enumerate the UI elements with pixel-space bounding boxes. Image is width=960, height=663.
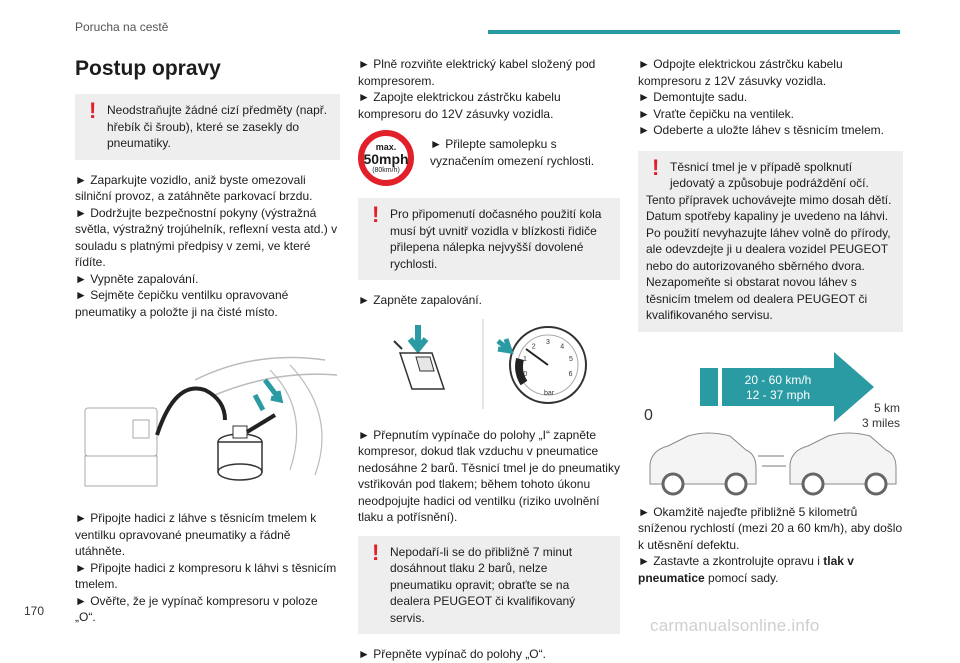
step-text: ► Demontujte sadu. [638,90,748,104]
sign-speed-label: 50mph [363,150,409,167]
compressor-kit-illustration [75,340,340,500]
step-text: ► Sejměte čepičku ventilku opravované pneumatiky a položte ji na čisté místo. [75,288,289,319]
gauge-unit-label: bar [544,389,555,397]
warning-exclamation-icon: ! [372,539,380,565]
warning-text: Tento přípravek uchovávejte mimo dosah dětí. [646,192,892,207]
step-text: ► Přepnutím vypínače do polohy „I“ zapněte kompresor, dokud tlak vzduchu v pneumatice nedosáhne 2 barů. Těsnicí tmel je do pneumatiky vstřikován pod tlakem; během tohoto úkonu neodpojujte hadici od ventilku (riziko uvolnění tlaku a potřísnění). [358,427,620,524]
step-text: ► Připojte hadici z láhve s těsnicím tmelem k ventilku opravované pneumatiky a řádně utáhněte. [75,511,317,558]
step-text: ► Přepněte vypínač do polohy „O“. [358,647,546,661]
step-text: ► Vypněte zapalování. [75,271,199,286]
step-text: ► Zapněte zapalování. [358,293,482,307]
sticker-instruction: ► Přilepte samolepku s vyznačením omezení rychlosti. [430,137,595,168]
speed-mph-label: 12 - 37 mph [745,387,811,402]
column-2 [358,56,620,663]
step-text: ► Odpojte elektrickou zástrčku kabelu kompresoru z 12V zásuvky vozidla. [638,57,843,88]
section-title: Postup opravy [75,57,221,80]
gauge-tick-label: 6 [568,370,573,378]
header-section-title: Porucha na cestě [75,20,169,34]
step-text: ► Zaparkujte vozidlo, aniž byste omezovali silniční provoz, a zatáhněte parkovací brzdu. [75,172,313,203]
warning-box-sealant [638,151,903,332]
column-1 [75,56,340,626]
gauge-tick-label: 2 [531,343,536,351]
step-text: ► Zapojte elektrickou zástrčku kabelu kompresoru do 12V zásuvky vozidla. [358,90,561,121]
warning-text: Nepodaří-li se do přibližně 7 minut dosáhnout tlaku 2 barů, nelze pneumatiku opravit; obraťte se na dealera PEUGEOT či kvalifikovaný servis. [390,544,576,625]
warning-box-foreign-objects [75,94,340,160]
distance-km-label: 5 km [873,400,900,415]
warning-exclamation-icon: ! [372,202,380,227]
warning-box-speed-sticker [358,198,620,280]
warning-text: Nezapomeňte si obstarat novou láhev s těsnicím tmelem od dealera PEUGEOT či kvalifikovaného servisu. [646,275,868,322]
check-bold: tlak v pneumatice [638,554,854,585]
warning-exclamation-icon: ! [652,154,660,180]
switch-and-gauge-illustration [358,319,620,409]
step-text: ► Odeberte a uložte láhev s těsnicím tmelem. [638,123,884,137]
drive-illustration-svg [638,346,903,496]
distance-miles-label: 3 miles [861,415,900,430]
warning-text: Datum spotřeby kapaliny je uvedeno na láhvi. Po použití nevyhazujte láhev volně do přírody, ale odevzdejte ji u dealera vozidel PEUGEOT nebo do autorizovaného sběrného dvora. [646,209,891,273]
gauge-tick-label: 3 [546,338,550,346]
warning-box-pressure [358,536,620,635]
gauge-tick-label: 1 [523,355,527,363]
distance-zero-label: 0 [644,406,653,424]
step-text: ► Okamžitě najeďte přibližně 5 kilometrů sníženou rychlostí (mezi 20 a 60 km/h), aby došlo k utěsnění defektu. [638,504,903,552]
speed-sticker-row [358,130,620,186]
check-suffix: pomocí sady. [704,570,779,585]
speed-kmh-label: 20 - 60 km/h [744,372,812,387]
sign-max-label: max. [375,141,397,152]
warning-text: Pro připomenutí dočasného použití kola musí být uvnitř vozidla v blízkosti řidiče přilepena nálepka nejvyšší dovolené rychlosti. [390,207,602,271]
warning-text: Těsnicí tmel je v případě spolknutí jedovatý a způsobuje podráždění očí. [670,159,869,190]
check-prefix: ► Zastavte a zkontrolujte opravu i [638,554,824,568]
compressor-illustration-svg [75,340,340,500]
step-text: ► Ověřte, že je vypínač kompresoru v poloze „O“. [75,593,318,624]
gauge-tick-label: 4 [560,343,565,351]
column-3 [638,56,903,586]
gauge-tick-label: 0 [523,370,528,378]
page-number: 170 [24,604,45,618]
gauge-illustration-svg [358,319,620,409]
speed-limit-sticker-icon [358,130,414,186]
step-text: ► Vraťte čepičku na ventilek. [638,106,795,121]
warning-text: Neodstraňujte žádné cizí předměty (např. hřebík či šroub), které se zasekly do pneumatiky. [107,103,328,150]
drive-speed-illustration [638,346,903,496]
step-text: ► Plně rozviňte elektrický kabel složený pod kompresorem. [358,57,596,88]
watermark: carmanualsonline.info [650,616,820,635]
gauge-tick-label: 5 [569,355,573,363]
warning-exclamation-icon: ! [89,98,97,123]
step-text: ► Dodržujte bezpečnostní pokyny (výstražná světla, výstražný trojúhelník, reflexní vesta atd.) v souladu s platnými předpisy v zemi, ve které řídíte. [75,205,338,269]
step-text: ► Připojte hadici z kompresoru k láhvi s těsnicím tmelem. [75,560,337,591]
step-text-check [638,553,903,586]
header-accent-bar [488,30,900,34]
sign-kmh-label: (80km/h) [372,166,400,174]
